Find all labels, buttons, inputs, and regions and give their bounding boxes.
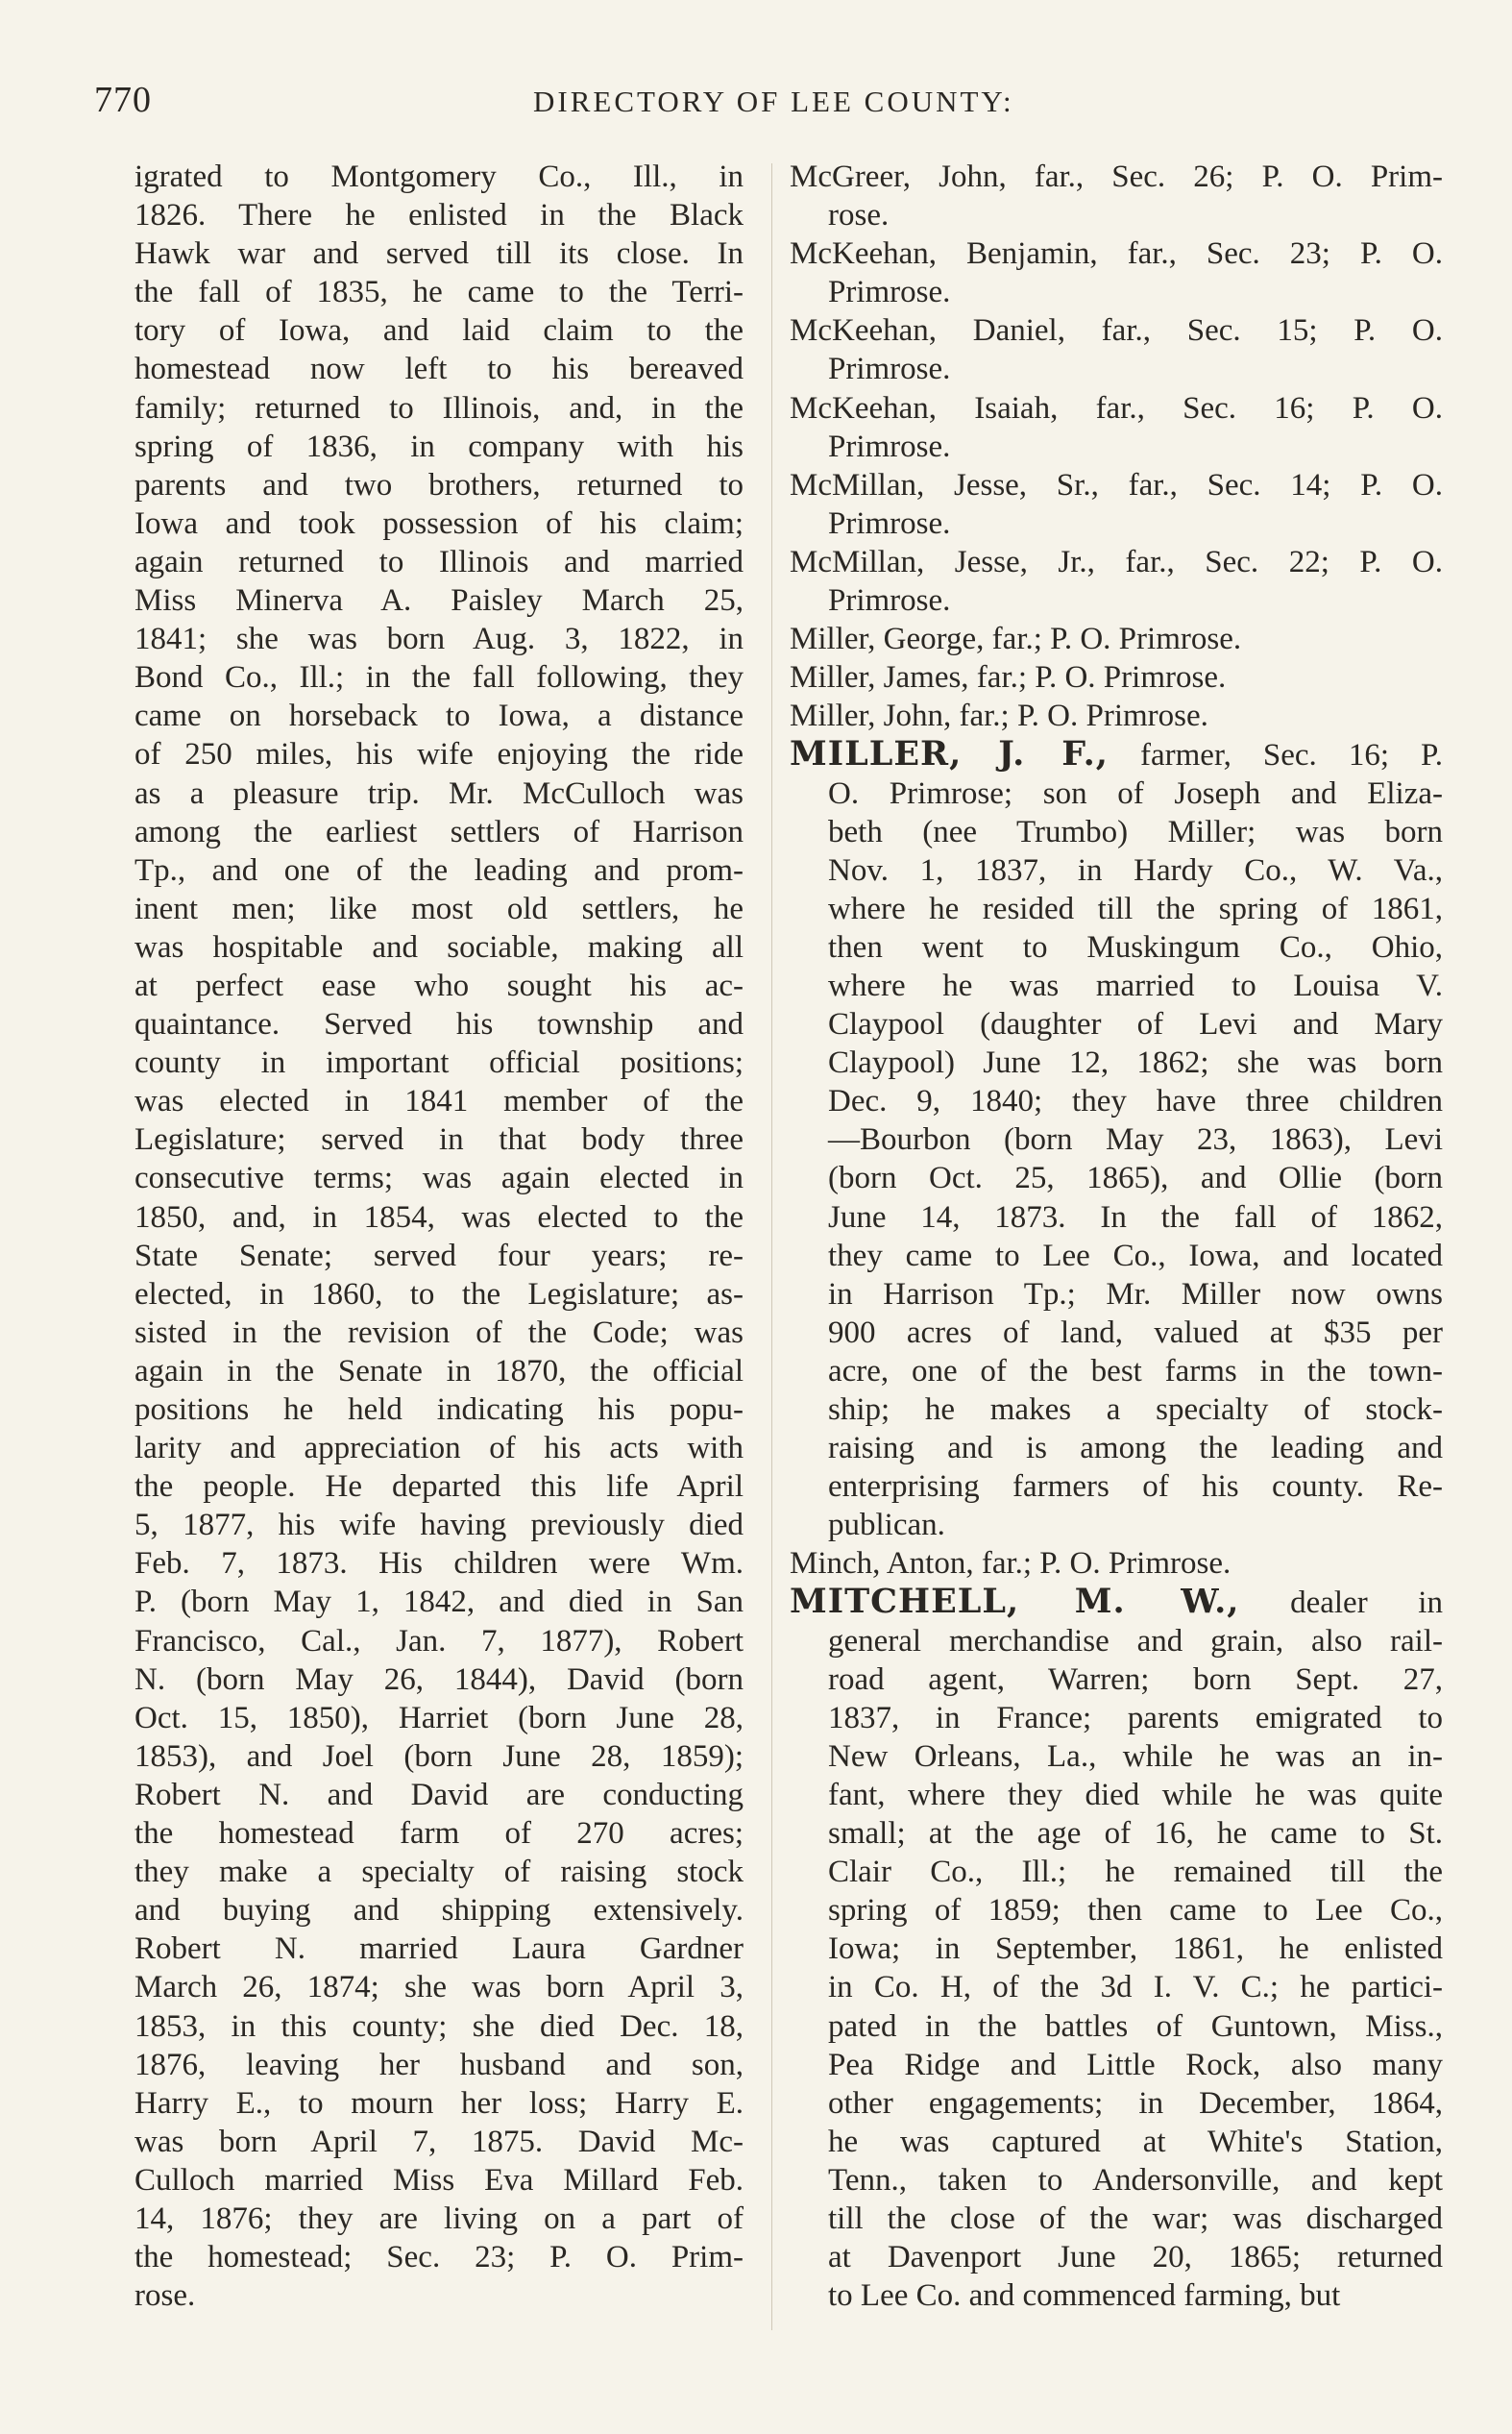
entry-line: Miller, John, far.; P. O. Primrose. [790,699,1208,734]
entry-line: general merchandise and grain, also rail- [828,1623,1443,1659]
entry-line [790,735,1443,774]
text-line: quaintance. Served his township and [134,1007,744,1043]
entry-line: ship; he makes a specialty of stock- [828,1392,1443,1427]
entry-line: McGreer, John, far., Sec. 26; P. O. Prim- [790,160,1443,194]
entry-line: McMillan, Jesse, Jr., far., Sec. 22; P. O. [790,544,1443,579]
text-line: Bond Co., Ill.; in the fall following, they [134,660,744,696]
text-line: Miss Minerva A. Paisley March 25, [134,583,744,619]
text-line: P. (born May 1, 1842, and died in San [134,1585,744,1620]
text-line: family; returned to Illinois, and, in the [134,390,744,426]
entry-line: McKeehan, Isaiah, far., Sec. 16; P. O. [790,390,1443,426]
text-line: parents and two brothers, returned to [134,467,744,503]
text-line: Hawk war and served till its close. In [134,236,744,272]
entry-line: O. Primrose; son of Joseph and Eliza- [828,775,1443,811]
entry-line: Miller, George, far.; P. O. Primrose. [790,622,1242,657]
entry-line: pated in the battles of Guntown, Miss., [828,2008,1443,2044]
directory-entry [790,389,1443,466]
text-line: the fall of 1835, he came to the Terri- [134,275,744,310]
text-line: county in important official positions; [134,1045,744,1081]
entry-line: Tenn., taken to Andersonville, and kept [828,2162,1443,2198]
entry-line: they came to Lee Co., Iowa, and located [828,1238,1443,1273]
text-line: State Senate; served four years; re- [134,1238,744,1273]
entry-line: —Bourbon (born May 23, 1863), Levi [828,1122,1443,1158]
text-line: larity and appreciation of his acts with [134,1431,744,1466]
text-line: N. (born May 26, 1844), David (born [134,1661,744,1697]
entry-line: rose. [828,198,890,234]
entry-line: 900 acres of land, valued at $35 per [828,1315,1443,1350]
text-line: tory of Iowa, and laid claim to the [134,313,744,349]
entry-line: fant, where they died while he was quite [828,1777,1443,1812]
text-line: homestead now left to his bereaved [134,352,744,387]
text-line: Iowa and took possession of his claim; [134,505,744,541]
text-line: and buying and shipping extensively. [134,1893,744,1929]
entry-line: road agent, Warren; born Sept. 27, [828,1661,1443,1697]
entry-line: acre, one of the best farms in the town- [828,1353,1443,1389]
entry-line: in Harrison Tp.; Mr. Miller now owns [828,1276,1443,1312]
column-divider [771,163,772,2330]
text-line: the homestead farm of 270 acres; [134,1816,744,1852]
entry-line: Minch, Anton, far.; P. O. Primrose. [790,1546,1232,1582]
text-line: 1876, leaving her husband and son, [134,2047,744,2082]
text-line: was hospitable and sociable, making all [134,929,744,965]
entry-line: then went to Muskingum Co., Ohio, [828,929,1443,965]
entry-line: Pea Ridge and Little Rock, also many [828,2047,1443,2082]
text-line: Robert N. and David are conducting [134,1777,744,1812]
entry-line: McMillan, Jesse, Sr., far., Sec. 14; P. O. [790,467,1443,503]
directory-entry [790,543,1443,620]
text-line: of 250 miles, his wife enjoying the ride [134,737,744,773]
text-line: spring of 1836, in company with his [134,429,744,464]
directory-entry [790,620,1443,658]
text-line: the people. He departed this life April [134,1469,744,1505]
text-line: elected, in 1860, to the Legislature; as- [134,1276,744,1312]
text-line: positions he held indicating his popu- [134,1392,744,1427]
directory-entry [790,158,1443,234]
entry-line: other engagements; in December, 1864, [828,2085,1443,2121]
entry-line: small; at the age of 16, he came to St. [828,1816,1443,1852]
text-line: sisted in the revision of the Code; was [134,1315,744,1350]
entry-line: Primrose. [828,583,951,619]
entry-line: Primrose. [828,505,951,541]
text-line: came on horseback to Iowa, a distance [134,699,744,734]
text-line: Harry E., to mourn her loss; Harry E. [134,2085,744,2121]
text-line: Legislature; served in that body three [134,1122,744,1158]
text-line: the homestead; Sec. 23; P. O. Prim- [134,2240,744,2275]
text-line: was born April 7, 1875. David Mc- [134,2124,744,2159]
text-line: Francisco, Cal., Jan. 7, 1877), Robert [134,1623,744,1659]
entry-line: 1837, in France; parents emigrated to [828,1700,1443,1735]
entry-line: at Davenport June 20, 1865; returned [828,2240,1443,2275]
running-head: DIRECTORY OF LEE COUNTY: [533,85,1014,118]
entry-line: Iowa; in September, 1861, he enlisted [828,1931,1443,1967]
directory-entry [790,1583,1443,2315]
entry-line [790,1583,1443,1621]
entry-name-bold: MITCHELL, M. W., [790,1582,1240,1622]
directory-entry [790,1544,1443,1583]
directory-entry [790,234,1443,311]
directory-entry [790,466,1443,543]
entry-line: he was captured at White's Station, [828,2124,1443,2159]
text-line: inent men; like most old settlers, he [134,891,744,926]
directory-entry [790,311,1443,388]
text-line: 1853), and Joel (born June 28, 1859); [134,1738,744,1774]
entry-name-bold: MILLER, J. F., [790,734,1109,774]
text-line: Feb. 7, 1873. His children were Wm. [134,1546,744,1582]
entry-line: McKeehan, Daniel, far., Sec. 15; P. O. [790,313,1443,349]
entry-line: (born Oct. 25, 1865), and Ollie (born [828,1161,1443,1196]
entry-line: Clair Co., Ill.; he remained till the [828,1855,1443,1890]
right-column-directory [790,158,1443,2315]
entry-line: New Orleans, La., while he was an in- [828,1738,1443,1774]
page-number: 770 [94,80,152,120]
directory-entry [790,658,1443,697]
text-line: consecutive terms; was again elected in [134,1161,744,1196]
text-line: rose. [134,2278,196,2314]
entry-line: where he was married to Louisa V. [828,968,1443,1003]
text-line: 1841; she was born Aug. 3, 1822, in [134,622,744,657]
entry-line: to Lee Co. and commenced farming, but [828,2278,1341,2314]
directory-entry [790,735,1443,1544]
text-line: they make a specialty of raising stock [134,1855,744,1890]
text-line: among the earliest settlers of Harrison [134,814,744,849]
text-line: March 26, 1874; she was born April 3, [134,1970,744,2005]
entry-line: Primrose. [828,352,951,387]
entry-line: Miller, James, far.; P. O. Primrose. [790,660,1227,696]
entry-line: in Co. H, of the 3d I. V. C.; he partici- [828,1970,1443,2005]
text-line: Tp., and one of the leading and prom- [134,852,744,888]
entry-line: Primrose. [828,429,951,464]
text-line: 1850, and, in 1854, was elected to the [134,1199,744,1235]
entry-line: Dec. 9, 1840; they have three children [828,1084,1443,1119]
text-line: again in the Senate in 1870, the official [134,1353,744,1389]
text-line: again returned to Illinois and married [134,544,744,579]
entry-line: Claypool (daughter of Levi and Mary [828,1007,1443,1043]
entry-line: raising and is among the leading and [828,1431,1443,1466]
text-line: Culloch married Miss Eva Millard Feb. [134,2162,744,2198]
text-line: 1826. There he enlisted in the Black [134,198,744,234]
text-line: at perfect ease who sought his ac- [134,968,744,1003]
directory-entry [790,697,1443,735]
text-line: was elected in 1841 member of the [134,1084,744,1119]
entry-line: Primrose. [828,275,951,310]
entry-line: where he resided till the spring of 1861, [828,891,1443,926]
entry-line: enterprising farmers of his county. Re- [828,1469,1443,1505]
entry-line: Nov. 1, 1837, in Hardy Co., W. Va., [828,852,1443,888]
text-line: Robert N. married Laura Gardner [134,1931,744,1967]
text-line: Oct. 15, 1850), Harriet (born June 28, [134,1700,744,1735]
entry-line: Claypool) June 12, 1862; she was born [828,1045,1443,1081]
entry-line: spring of 1859; then came to Lee Co., [828,1893,1443,1929]
text-line: as a pleasure trip. Mr. McCulloch was [134,775,744,811]
entry-line-text: farmer, Sec. 16; P. [1108,738,1443,774]
text-line: igrated to Montgomery Co., Ill., in [134,160,744,194]
entry-line-text: dealer in [1239,1586,1443,1621]
entry-line: till the close of the war; was discharged [828,2200,1443,2236]
text-line: 14, 1876; they are living on a part of [134,2200,744,2236]
text-line: 1853, in this county; she died Dec. 18, [134,2008,744,2044]
entry-line: beth (nee Trumbo) Miller; was born [828,814,1443,849]
entry-line: McKeehan, Benjamin, far., Sec. 23; P. O. [790,236,1443,272]
entry-line: publican. [828,1508,945,1543]
entry-line: June 14, 1873. In the fall of 1862, [828,1199,1443,1235]
text-line: 5, 1877, his wife having previously died [134,1508,744,1543]
left-column-text [134,158,744,2315]
